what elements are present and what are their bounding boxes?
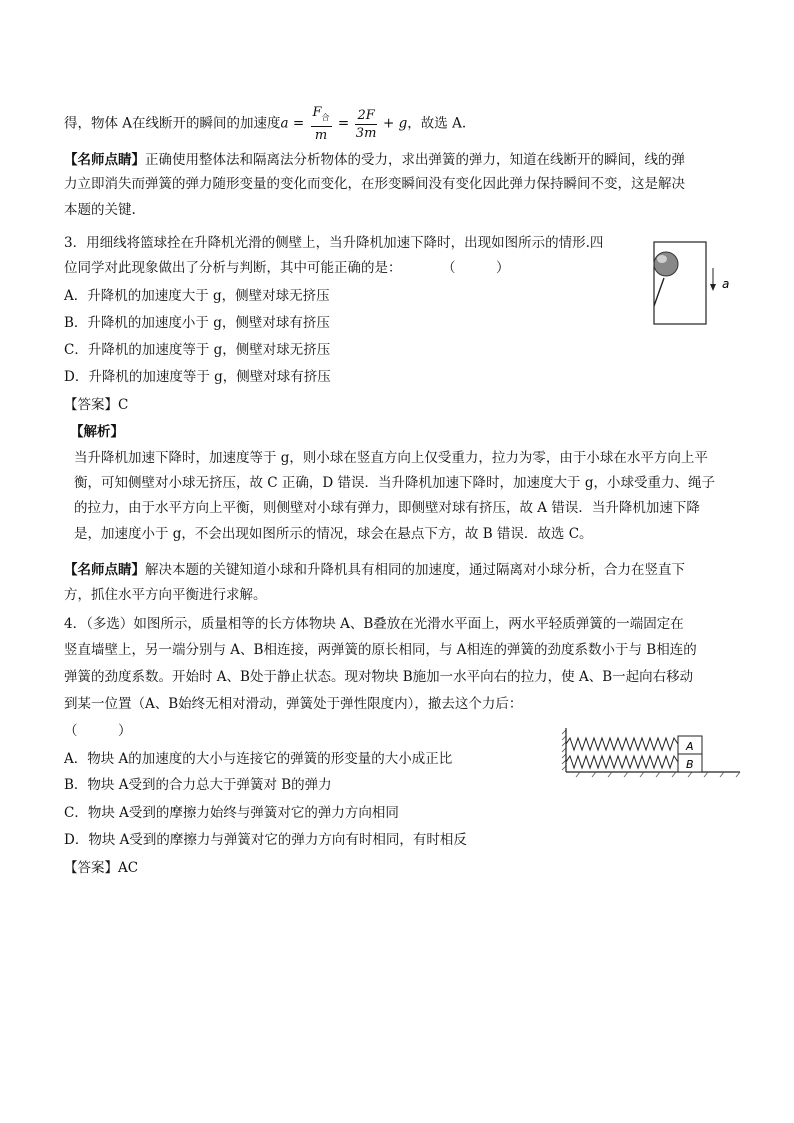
fraction-f-over-m [311, 104, 332, 144]
q3-option-b: B．升降机的加速度小于 g，侧壁对球有挤压 [64, 315, 330, 331]
frac1-subscript: 合 [321, 113, 330, 122]
spring-b [566, 756, 678, 768]
q4-stem-line-1: 4．（多选）如图所示，质量相等的长方体物块 A、B叠放在光滑水平面上，两水平轻质弹簧的一端固定在 [64, 616, 684, 632]
q3-analysis-line-2: 衡，可知侧壁对小球无挤压，故 C 正确，D 错误．当升降机加速下降时，加速度大于 g，小球受重力、绳子 [74, 475, 715, 491]
block-a-label: A [686, 740, 694, 753]
elevator-figure [650, 240, 740, 326]
q4-stem-line-3: 弹簧的劲度系数。开始时 A、B处于静止状态。现对物块 B施加一水平向右的拉力，使 A、B一起向右移动 [64, 669, 694, 685]
q4-option-c: C．物块 A受到的摩擦力始终与弹簧对它的弹力方向相同 [64, 805, 399, 821]
tip-text-2: 解决本题的关键知道小球和升降机具有相同的加速度，通过隔离对小球分析，合力在竖直下 [145, 562, 685, 578]
accel-label: a [722, 277, 730, 291]
arrow-head [710, 284, 716, 291]
frac1-denominator: m [314, 128, 328, 143]
q2-line1-post: ，故选 A. [407, 115, 467, 132]
q3-option-a: A．升降机的加速度大于 g，侧壁对球无挤压 [64, 288, 330, 304]
q3-answer: 【答案】C [64, 397, 129, 413]
q3-option-d: D．升降机的加速度等于 g，侧壁对球有挤压 [64, 369, 331, 385]
q4-stem-line-2: 竖直墙壁上，另一端分别与 A、B相连接，两弹簧的原长相同，与 A相连的弹簧的劲度系数小于与 B相连的 [64, 642, 697, 658]
q4-option-d: D．物块 A受到的摩擦力与弹簧对它的弹力方向有时相同，有时相反 [64, 832, 467, 848]
ball-highlight [657, 255, 667, 263]
q3-stem-line-2: 位同学对此现象做出了分析与判断，其中可能正确的是： （ ） [64, 260, 510, 276]
q2-line1-pre: 得，物体 A在线断开的瞬间的加速度 [64, 115, 281, 132]
tip-label: 【名师点睛】 [64, 152, 145, 168]
equals-sign-2: = [337, 115, 350, 132]
q3-tip-line-1 [64, 560, 685, 580]
q4-option-a: A．物块 A的加速度的大小与连接它的弹簧的形变量的大小成正比 [64, 751, 453, 767]
q3-analysis-label: 【解析】 [70, 424, 124, 440]
q3-analysis-line-3: 的拉力，由于水平方向上平衡，则侧壁对小球有弹力，即侧壁对球有挤压，故 A 错误．当升降机加速下降 [74, 500, 700, 516]
q3-analysis-line-1: 当升降机加速下降时，加速度等于 g，则小球在竖直方向上仅受重力，拉力为零，由于小球在水平方向上平 [74, 450, 708, 466]
floor-hatching [576, 772, 740, 777]
fraction-2f-over-3m [355, 107, 376, 142]
q2-tip-line-3: 本题的关键. [64, 202, 136, 218]
q4-answer: 【答案】AC [64, 860, 139, 876]
frac1-numerator: F [312, 105, 322, 120]
tip-text: 正确使用整体法和隔离法分析物体的受力，求出弹簧的弹力，知道在线断开的瞬间，线的弹 [145, 152, 685, 168]
ball [654, 252, 678, 276]
equals-sign: = [292, 115, 305, 132]
q4-stem-line-5: （ ） [64, 723, 132, 739]
spring-block-figure [560, 714, 745, 780]
frac2-numerator: 2F [357, 107, 375, 123]
q3-stem-line-1: 3．用细线将篮球拴在升降机光滑的侧壁上，当升降机加速下降时，出现如图所示的情形.四 [64, 235, 604, 251]
spring-a [566, 738, 678, 750]
q3-option-c: C．升降机的加速度等于 g，侧壁对球无挤压 [64, 342, 331, 358]
q2-tip-line-2: 力立即消失而弹簧的弹力随形变量的变化而变化，在形变瞬间没有变化因此弹力保持瞬间不变，这是解决 [64, 176, 685, 192]
block-b-label: B [686, 758, 694, 771]
q4-option-b: B．物块 A受到的合力总大于弹簧对 B的弹力 [64, 777, 332, 793]
q2-tip-line-1 [64, 150, 685, 170]
q3-tip-line-2: 方，抓住水平方向平衡进行求解。 [64, 587, 267, 603]
q4-stem-line-4: 到某一位置（A、B始终无相对滑动，弹簧处于弹性限度内），撤去这个力后： [64, 696, 523, 712]
tip-label-2: 【名师点睛】 [64, 562, 145, 578]
string [654, 278, 664, 306]
frac2-denominator: 3m [355, 125, 377, 141]
accel-symbol: a [280, 115, 289, 132]
plus-g: + g [383, 115, 408, 132]
q2-formula-line [64, 104, 466, 144]
q3-analysis-line-4: 是，加速度小于 g，不会出现如图所示的情况，球会在悬点下方，故 B 错误．故选 C。 [74, 526, 593, 542]
